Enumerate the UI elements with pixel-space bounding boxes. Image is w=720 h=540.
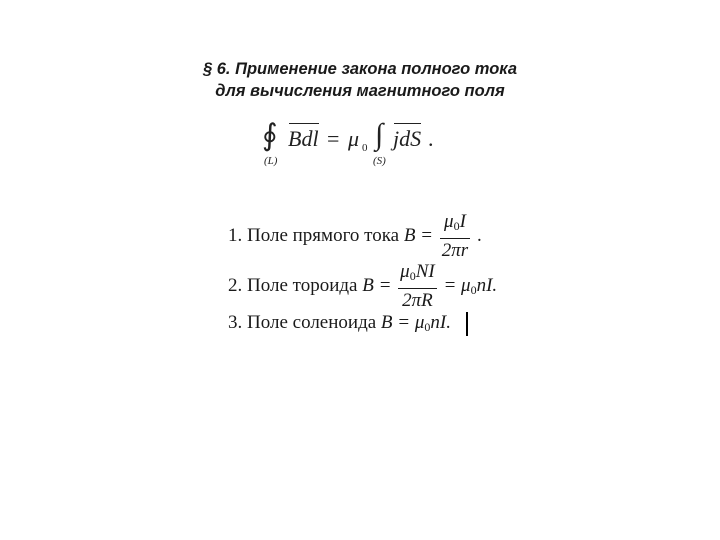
fraction-denominator: 2πr [441,240,469,261]
rhs-integrand: jdS [393,126,422,151]
law-mu-subscript: 0 [362,142,368,154]
item-toroid [228,260,497,313]
lhs-integrand: Bdl [288,126,319,151]
item-lhs: B = [362,274,392,296]
item-lhs: B = [403,224,434,246]
heading-line-2: для вычисления магнитного поля [215,82,505,100]
item-label: 1. Поле прямого тока [228,224,400,246]
fraction [440,210,470,263]
item-tail: . [476,224,482,246]
item-lhs: B = [380,312,411,333]
law-mu: μ [348,126,360,151]
contour-label: (L) [264,155,278,167]
section-heading [150,58,570,102]
law-period: . [428,126,434,151]
fraction-numerator: μ0I [440,210,470,239]
fraction-numerator: μ0NI [398,260,437,289]
surface-integral-sign: ∫ [375,118,384,151]
item-straight-current [228,210,482,263]
fraction [398,260,437,313]
fraction-denominator: 2πR [402,290,433,311]
text-cursor [466,312,468,336]
law-equals-sign: = [327,126,340,151]
contour-integral-sign: ∮ [262,119,278,152]
item-tail: = μ0nI. [443,274,498,297]
item-label: 2. Поле тороида [228,274,358,296]
item-label: 3. Поле соленоида [228,312,377,333]
item-solenoid [228,312,451,335]
item-formula: μ0nI. [414,312,451,334]
heading-line-1: § 6. Применение закона полного тока [202,60,518,78]
surface-label: (S) [373,155,386,167]
